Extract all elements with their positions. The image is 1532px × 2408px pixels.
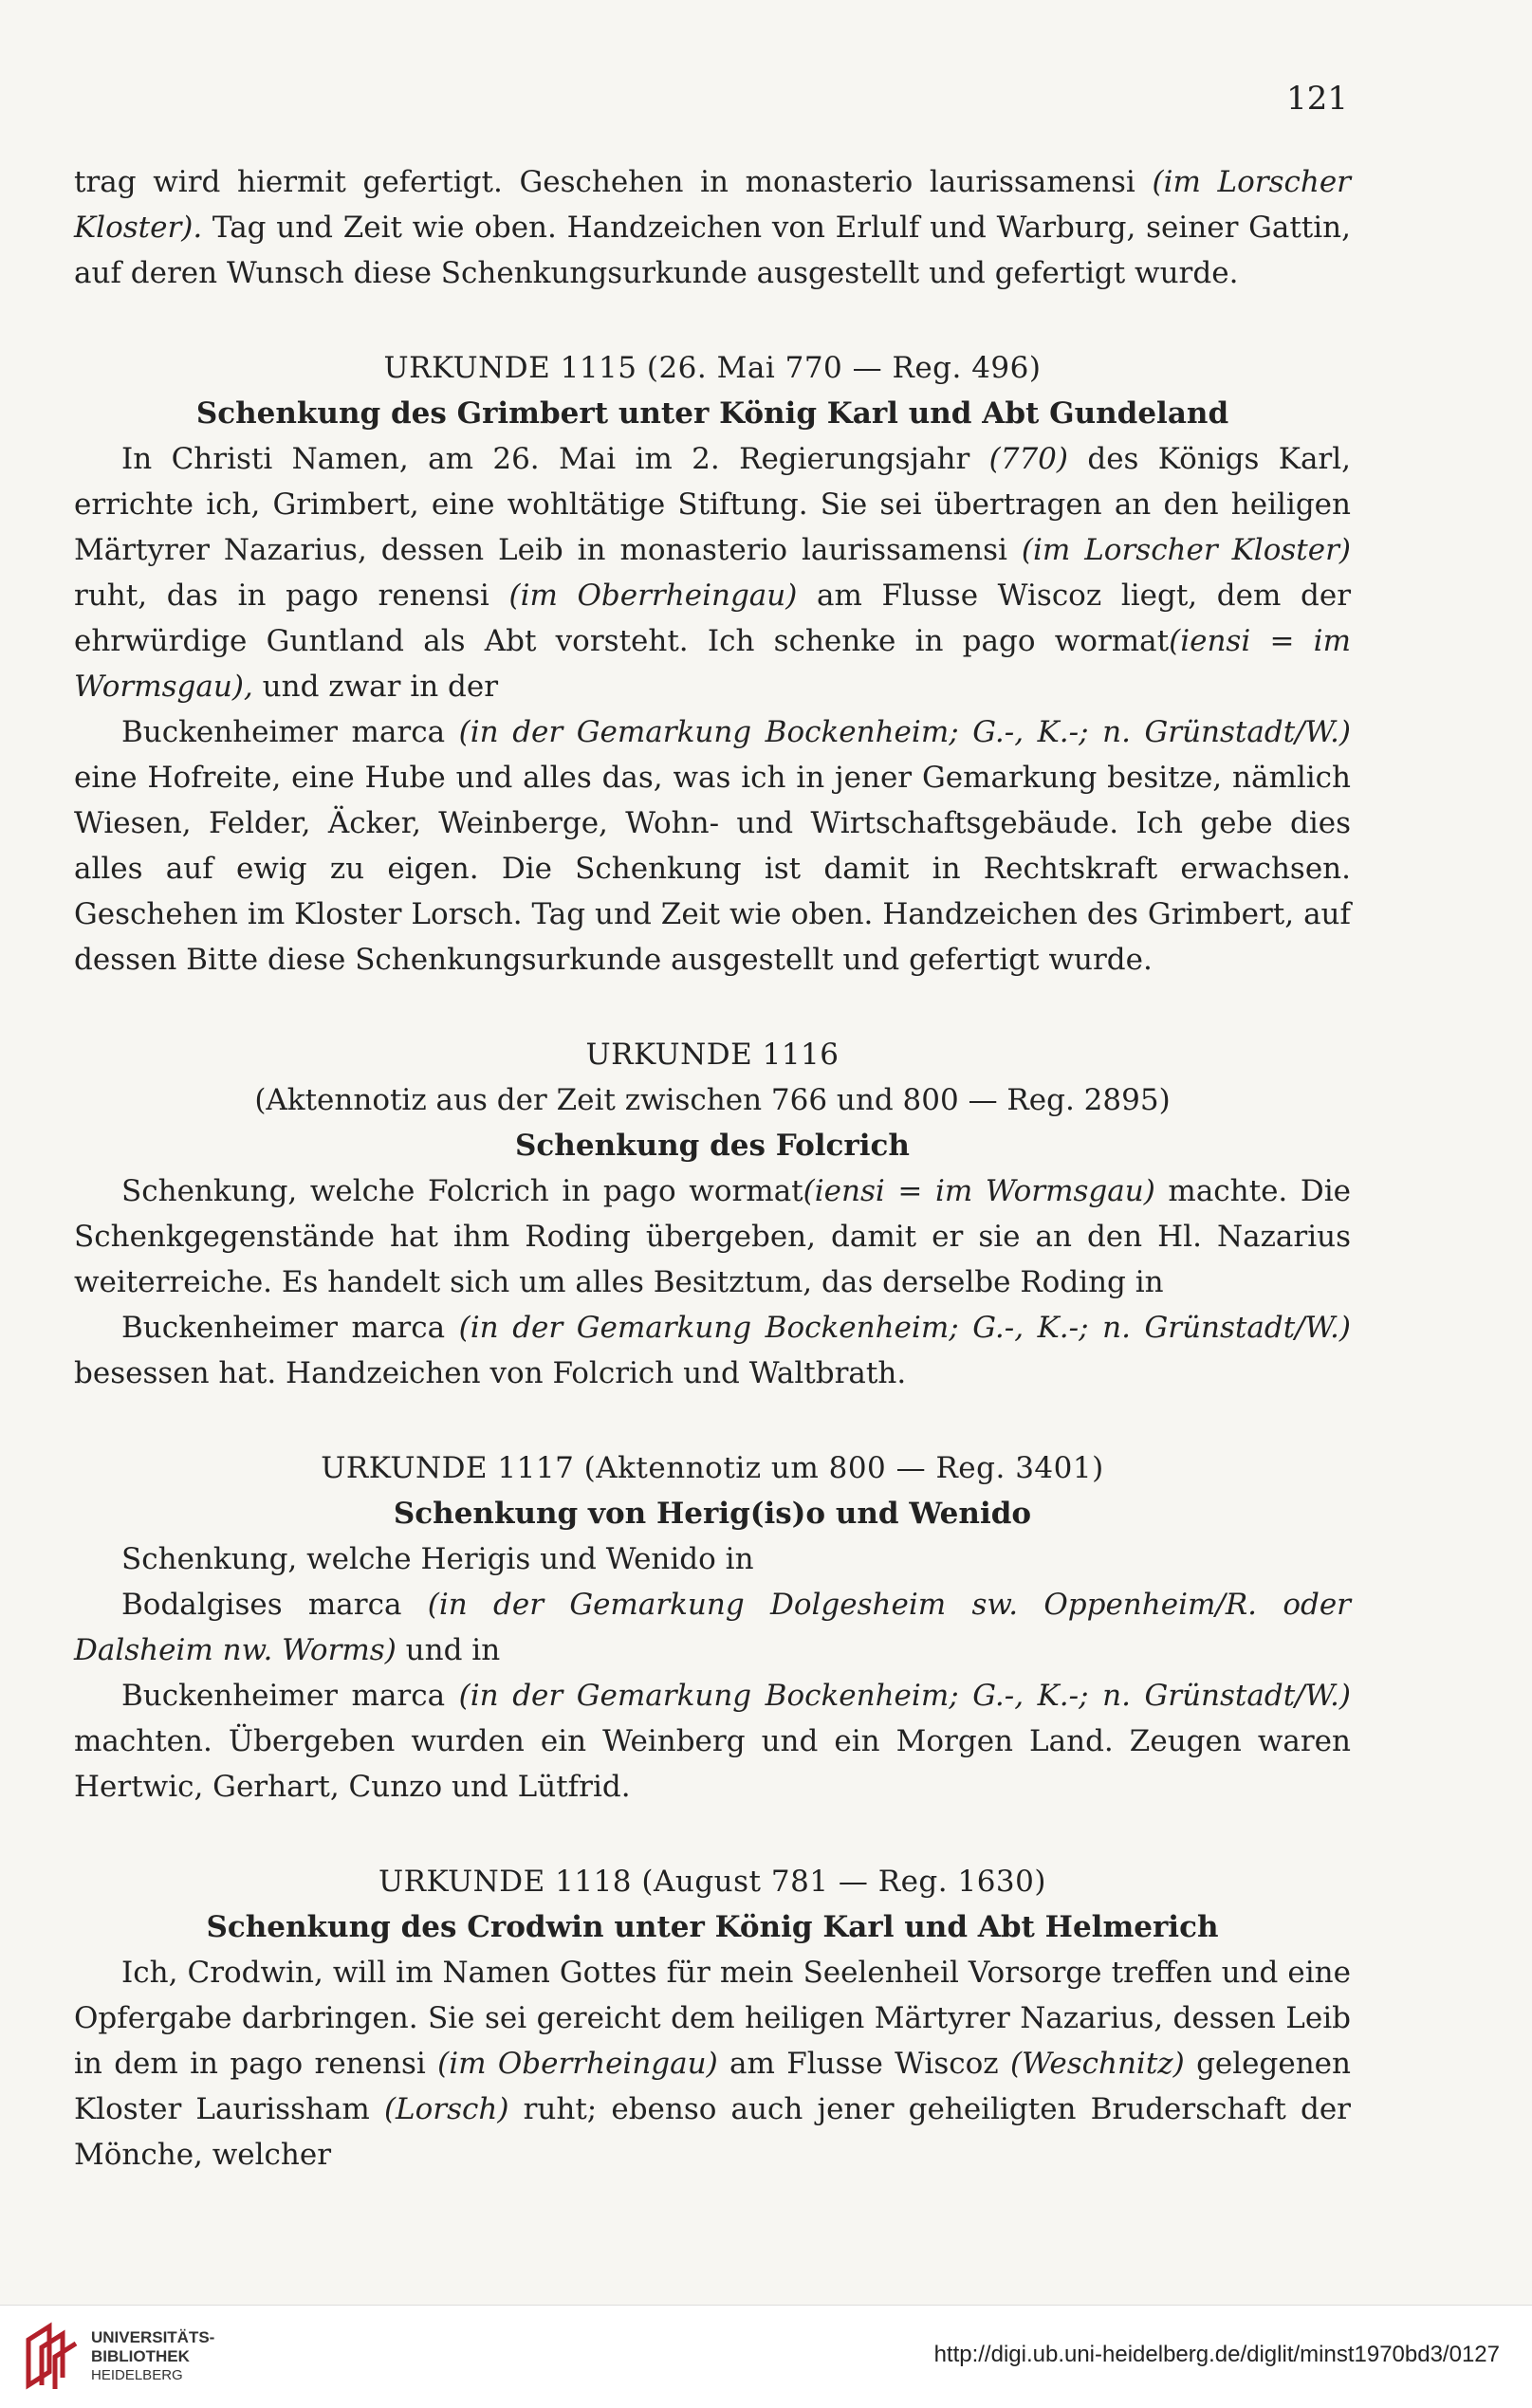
- text-run: Buckenheimer marca: [121, 715, 459, 749]
- text-run: Bodalgises marca: [121, 1588, 428, 1622]
- italic-annotation: (in der Gemarkung Bockenheim; G.-, K.-; n. Grünstadt/W.): [458, 1679, 1351, 1713]
- text-run: trag wird hiermit gefertigt. Geschehen in monasterio laurissamensi: [74, 165, 1153, 199]
- body-paragraph: [74, 1168, 1351, 1305]
- text-run: machten. Übergeben wurden ein Weinberg und ein Morgen Land. Zeugen waren Hertwic, Gerhart, Cunzo und Lütfrid.: [74, 1724, 1351, 1804]
- italic-annotation: (iensi = im Wormsgau): [803, 1174, 1155, 1208]
- text-run: Tag und Zeit wie oben. Handzeichen von Erlulf und Warburg, seiner Gattin, auf deren Wunsch diese Schenkungsurkunde ausgestellt und gefertigt wurde.: [74, 211, 1351, 290]
- body-paragraph: [74, 1950, 1351, 2178]
- text-run: machte. Die Schenkgegenstände hat ihm Roding übergeben, damit er sie an den Hl. Nazarius weiterreiche. Es handelt sich um alles Besitztum, das derselbe Roding in: [74, 1174, 1352, 1299]
- footer-bar: [0, 2305, 1532, 2408]
- text-run: Buckenheimer marca: [121, 1311, 459, 1345]
- document-subheading: Schenkung des Grimbert unter König Karl und Abt Gundeland: [195, 396, 1229, 431]
- body-paragraph: [74, 709, 1351, 983]
- italic-annotation: (Weschnitz): [1009, 2047, 1185, 2081]
- text-run: gelegenen Kloster Laurissham: [74, 2047, 1351, 2126]
- text-run: und zwar in der: [252, 670, 499, 704]
- body-paragraph: [74, 1536, 1351, 1582]
- text-run: Schenkung, welche Herigis und Wenido in: [121, 1542, 754, 1576]
- document-heading: URKUNDE 1117 (Aktennotiz um 800 — Reg. 3401): [321, 1451, 1104, 1485]
- text-run: am Flusse Wiscoz: [717, 2047, 1010, 2081]
- text-run: Ich, Crodwin, will im Namen Gottes für mein Seelenheil Vorsorge treffen und eine Opfergabe darbringen. Sie sei gereicht dem heiligen Märtyrer Nazarius, dessen Leib in dem in pago renensi: [74, 1956, 1351, 2081]
- page-text: [74, 159, 1351, 2178]
- library-name-line1: UNIVERSITÄTS-: [91, 2328, 215, 2346]
- document-subheading: Schenkung des Crodwin unter König Karl und Abt Helmerich: [206, 1910, 1219, 1944]
- italic-annotation: (im Lorscher Kloster).: [74, 165, 1351, 245]
- page-number: 121: [1286, 80, 1348, 118]
- italic-annotation: (Lorsch): [383, 2092, 509, 2126]
- body-paragraph: [74, 1673, 1351, 1810]
- body-paragraph: [74, 1582, 1351, 1673]
- document-note: (Aktennotiz aus der Zeit zwischen 766 und 800 — Reg. 2895): [254, 1083, 1171, 1117]
- text-run: Buckenheimer marca: [121, 1679, 459, 1713]
- document-heading: URKUNDE 1118 (August 781 — Reg. 1630): [378, 1865, 1046, 1899]
- library-name-line2: BIBLIOTHEK: [91, 2347, 190, 2365]
- italic-annotation: (iensi = im Wormsgau),: [74, 624, 1351, 704]
- body-paragraph: [74, 1305, 1351, 1396]
- text-run: des Königs Karl, errichte ich, Grimbert, eine wohltätige Stiftung. Sie sei übertragen an den heiligen Märtyrer Nazarius, dessen Leib in monasterio laurissamensi: [74, 442, 1352, 567]
- body-paragraph: [74, 436, 1351, 709]
- text-run: In Christi Namen, am 26. Mai im 2. Regierungsjahr: [121, 442, 989, 476]
- text-run: und in: [396, 1633, 501, 1667]
- text-run: Schenkung, welche Folcrich in pago wormat: [121, 1174, 803, 1208]
- text-run: eine Hofreite, eine Hube und alles das, was ich in jener Gemarkung besitze, nämlich Wiesen, Felder, Äcker, Weinberge, Wohn- und Wirtschaftsgebäude. Ich gebe dies alles auf ewig zu eigen. Die Schenkung ist damit in Rechtskraft erwachsen. Geschehen im Kloster Lorsch. Tag und Zeit wie oben. Handzeichen des Grimbert, auf dessen Bitte diese Schenkungsurkunde ausgestellt und gefertigt wurde.: [74, 761, 1351, 977]
- italic-annotation: (770): [988, 442, 1068, 476]
- library-logo-icon: [21, 2319, 82, 2393]
- italic-annotation: (im Lorscher Kloster): [1021, 533, 1351, 567]
- italic-annotation: (in der Gemarkung Bockenheim; G.-, K.-; n. Grünstadt/W.): [458, 715, 1351, 749]
- italic-annotation: (im Oberrheingau): [437, 2047, 718, 2081]
- text-run: ruht, das in pago renensi: [74, 579, 509, 613]
- library-name-line3: HEIDELBERG: [91, 2367, 183, 2383]
- library-name: [91, 2328, 214, 2385]
- italic-annotation: (im Oberrheingau): [508, 579, 798, 613]
- italic-annotation: (in der Gemarkung Dolgesheim sw. Oppenheim/R. oder Dalsheim nw. Worms): [74, 1588, 1352, 1667]
- text-run: besessen hat. Handzeichen von Folcrich und Waltbrath.: [74, 1356, 907, 1390]
- document-heading: URKUNDE 1116: [585, 1038, 840, 1072]
- text-run: am Flusse Wiscoz liegt, dem der ehrwürdige Guntland als Abt vorsteht. Ich schenke in pago wormat: [74, 579, 1352, 658]
- source-url-link[interactable]: http://digi.ub.uni-heidelberg.de/diglit/minst1970bd3/0127: [933, 2342, 1500, 2367]
- document-heading: URKUNDE 1115 (26. Mai 770 — Reg. 496): [383, 351, 1042, 385]
- document-subheading: Schenkung von Herig(is)o und Wenido: [393, 1497, 1032, 1531]
- text-run: ruht; ebenso auch jener geheiligten Bruderschaft der Mönche, welcher: [74, 2092, 1352, 2172]
- body-paragraph: [74, 159, 1351, 296]
- document-subheading: Schenkung des Folcrich: [515, 1129, 910, 1163]
- italic-annotation: (in der Gemarkung Bockenheim; G.-, K.-; n. Grünstadt/W.): [458, 1311, 1351, 1345]
